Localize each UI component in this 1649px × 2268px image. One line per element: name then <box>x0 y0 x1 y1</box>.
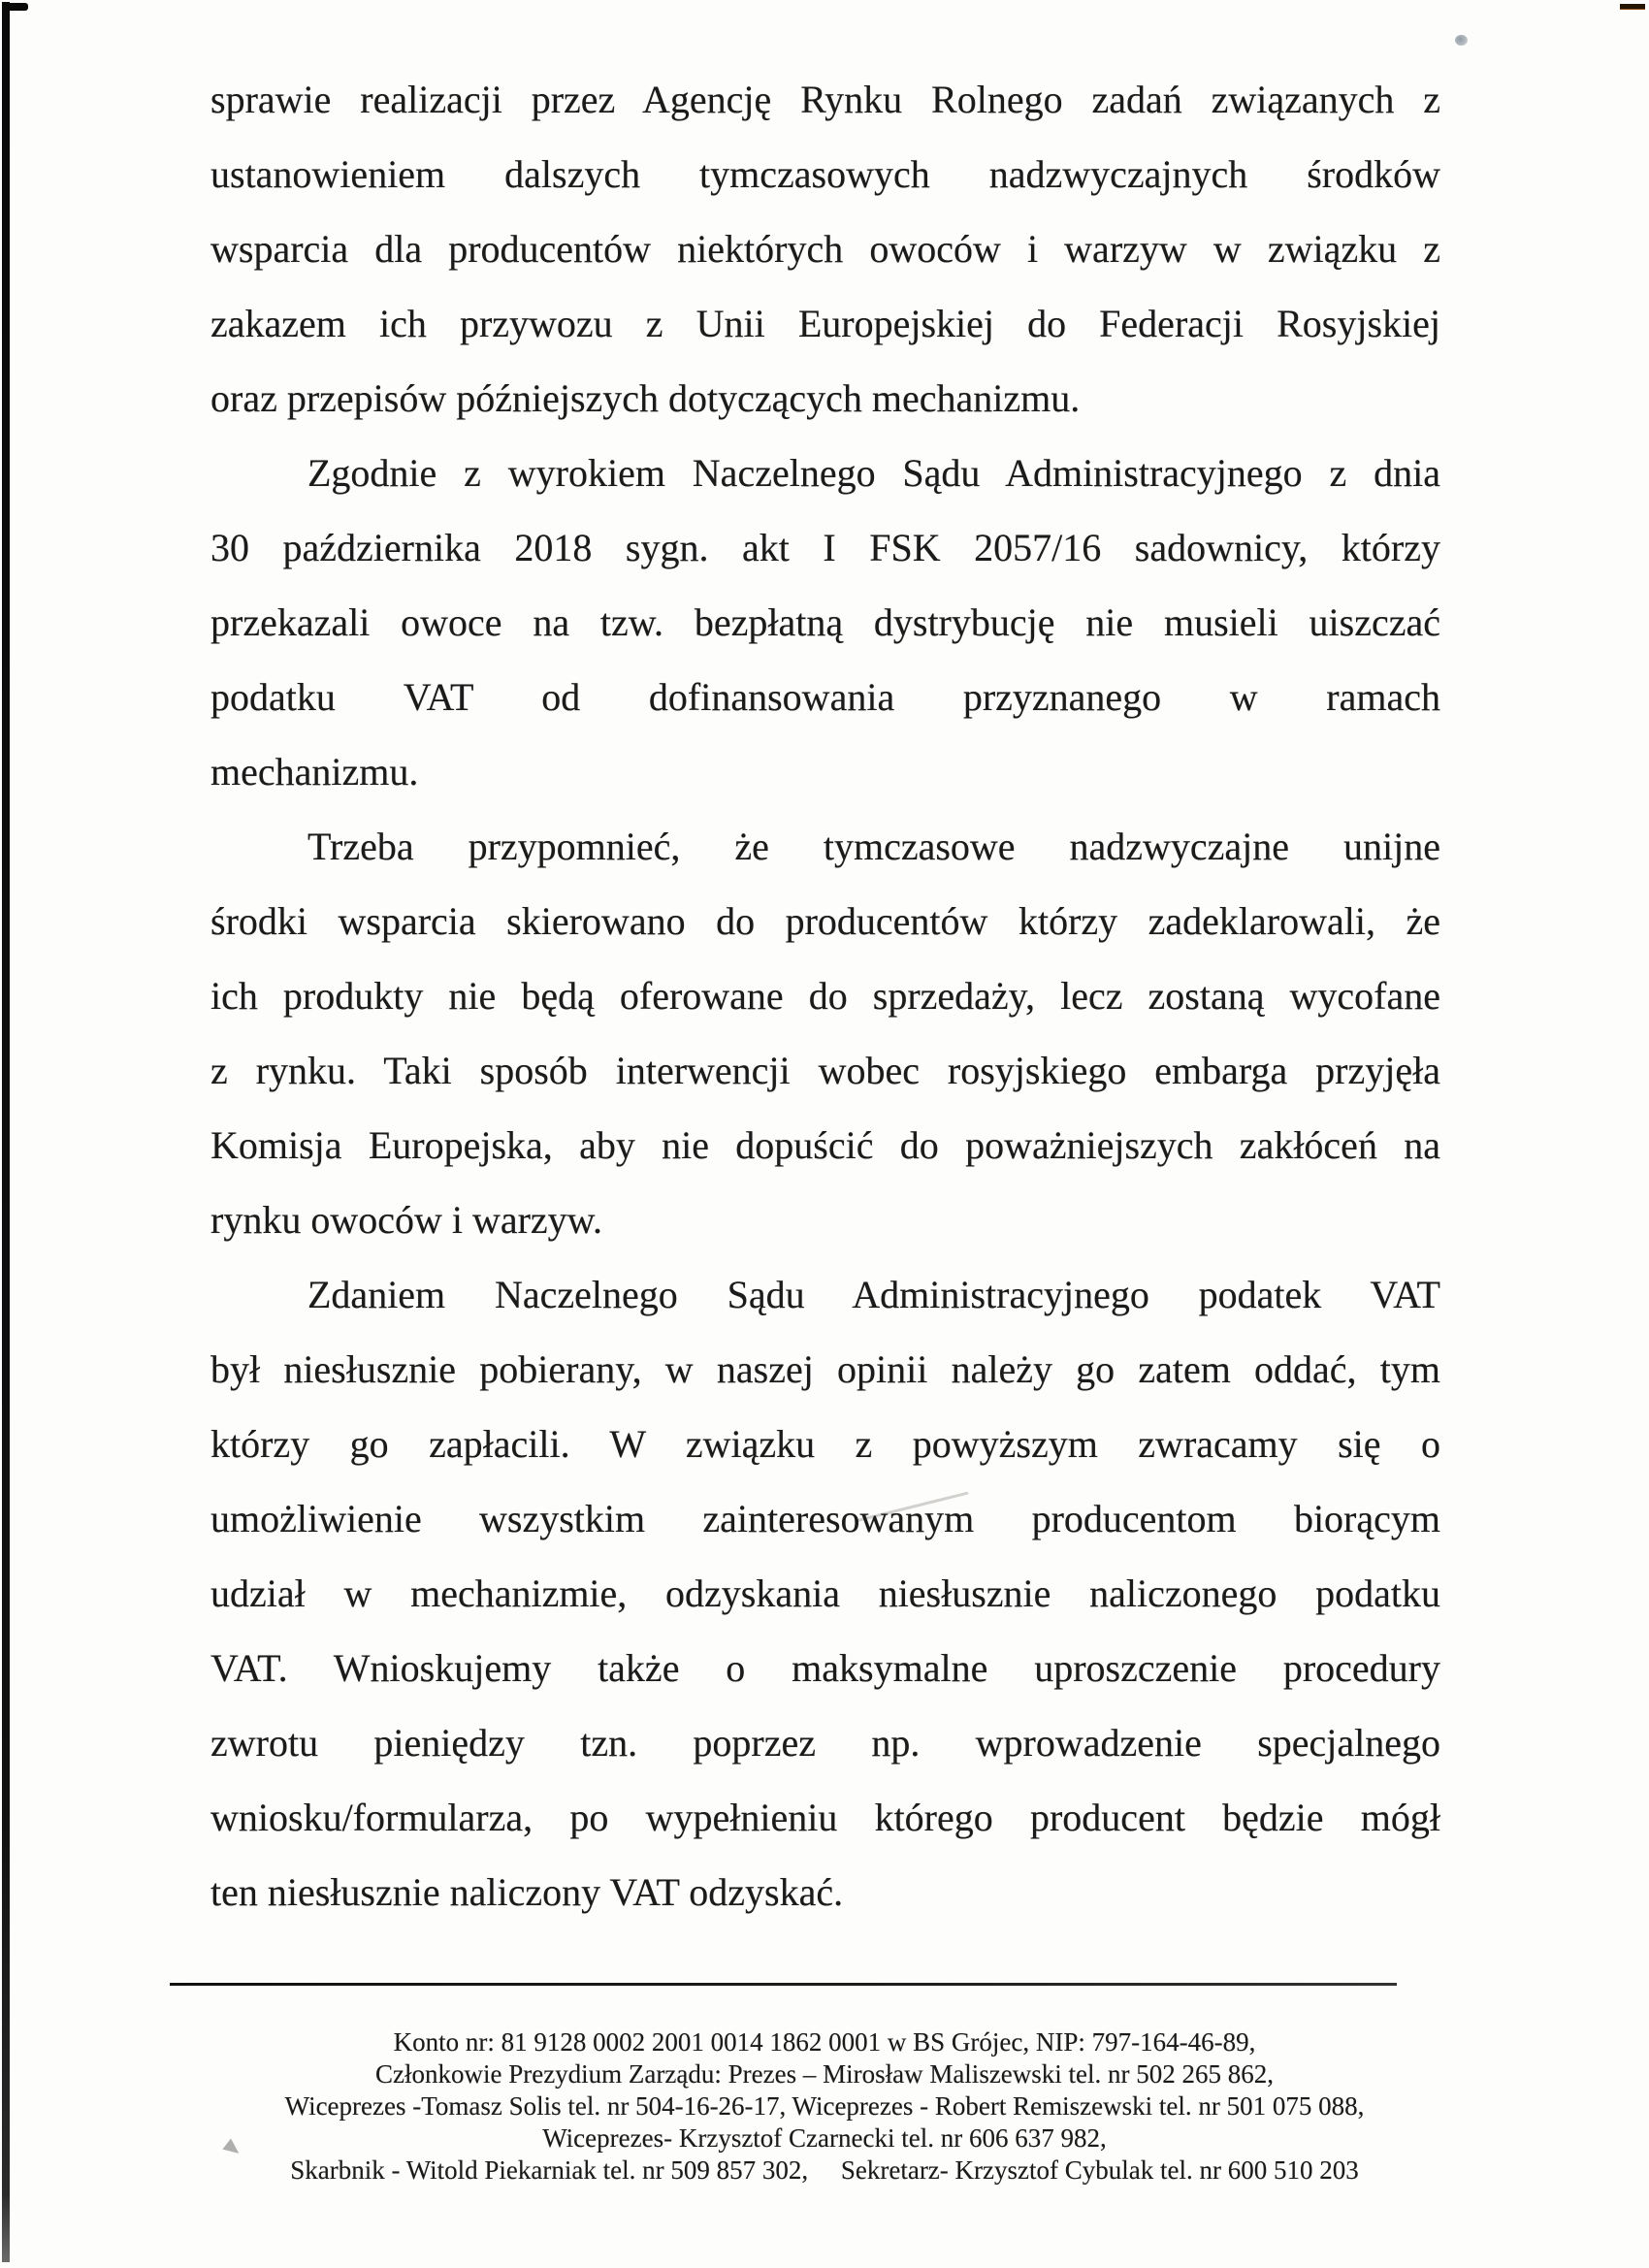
text-line: podatku VAT od dofinansowania przyznanego w ramach <box>210 675 1440 719</box>
footer-contact-block <box>165 2026 1484 2187</box>
text-line: wsparcia dla producentów niektórych owoców i warzyw w związku z <box>210 227 1440 271</box>
text-line: udział w mechanizmie, odzyskania niesłusznie naliczonego podatku <box>210 1571 1440 1615</box>
text-line: umożliwienie wszystkim zainteresowanym producentom biorącym <box>210 1497 1440 1540</box>
footer-divider-line <box>170 1983 1397 1986</box>
text-line: sprawie realizacji przez Agencję Rynku Rolnego zadań związanych z <box>210 78 1440 121</box>
footer-line-treasurer-secretary: Skarbnik - Witold Piekarniak tel. nr 509 857 302, Sekretarz- Krzysztof Cybulak tel. nr 600 510 203 <box>290 2155 1359 2185</box>
text-line: którzy go zapłacili. W związku z powyższym zwracamy się o <box>210 1422 1440 1466</box>
footer-line-president: Członkowie Prezydium Zarządu: Prezes – Mirosław Maliszewski tel. nr 502 265 862, <box>374 2059 1275 2089</box>
text-line: VAT. Wnioskujemy także o maksymalne uproszczenie procedury <box>210 1646 1440 1690</box>
text-line: rynku owoców i warzyw. <box>210 1198 602 1242</box>
text-line: z rynku. Taki sposób interwencji wobec rosyjskiego embarga przyjęła <box>210 1049 1440 1092</box>
text-line: środki wsparcia skierowano do producentów którzy zadeklarowali, że <box>210 899 1440 943</box>
text-line: wniosku/formularza, po wypełnieniu którego producent będzie mógł <box>210 1796 1440 1839</box>
text-line: ustanowieniem dalszych tymczasowych nadzwyczajnych środków <box>210 152 1440 196</box>
text-line: zwrotu pieniędzy tzn. poprzez np. wprowadzenie specjalnego <box>210 1721 1440 1765</box>
text-line: 30 października 2018 sygn. akt I FSK 2057/16 sadownicy, którzy <box>210 526 1440 569</box>
text-line: ten niesłusznie naliczony VAT odzyskać. <box>210 1870 844 1914</box>
footer-line-vicepresidents: Wiceprezes -Tomasz Solis tel. nr 504-16-26-17, Wiceprezes - Robert Remiszewski tel. nr 501 075 088, <box>284 2091 1365 2121</box>
body-paragraph-3 <box>210 809 1440 1257</box>
scan-smudge-artifact <box>1455 35 1468 46</box>
scan-corner-bracket-artifact <box>2 3 28 11</box>
body-paragraph-1 <box>210 62 1440 436</box>
footer-line-vicepresident-3: Wiceprezes- Krzysztof Czarnecki tel. nr 606 637 982, <box>542 2123 1107 2153</box>
text-line: oraz przepisów późniejszych dotyczących mechanizmu. <box>210 376 1081 420</box>
body-paragraph-4 <box>210 1257 1440 1929</box>
scan-mark-top-right-artifact <box>1620 4 1645 9</box>
text-line: Trzeba przypomnieć, że tymczasowe nadzwyczajne unijne <box>307 825 1440 868</box>
text-line: Zdaniem Naczelnego Sądu Administracyjnego podatek VAT <box>307 1273 1440 1316</box>
text-line: był niesłusznie pobierany, w naszej opinii należy go zatem oddać, tym <box>210 1347 1440 1391</box>
body-paragraph-2 <box>210 436 1440 809</box>
text-line: zakazem ich przywozu z Unii Europejskiej do Federacji Rosyjskiej <box>210 302 1440 345</box>
text-line: mechanizmu. <box>210 750 419 794</box>
text-line: przekazali owoce na tzw. bezpłatną dystrybucję nie musieli uiszczać <box>210 600 1440 644</box>
text-line: Komisja Europejska, aby nie dopuścić do poważniejszych zakłóceń na <box>210 1123 1440 1167</box>
footer-line-account: Konto nr: 81 9128 0002 2001 0014 1862 0001 w BS Grójec, NIP: 797-164-46-89, <box>393 2027 1256 2057</box>
text-line: ich produkty nie będą oferowane do sprzedaży, lecz zostaną wycofane <box>210 974 1440 1018</box>
letter-body <box>210 62 1440 1929</box>
text-line: Zgodnie z wyrokiem Naczelnego Sądu Administracyjnego z dnia <box>307 451 1440 495</box>
scan-border-artifact-left <box>2 2 10 2262</box>
